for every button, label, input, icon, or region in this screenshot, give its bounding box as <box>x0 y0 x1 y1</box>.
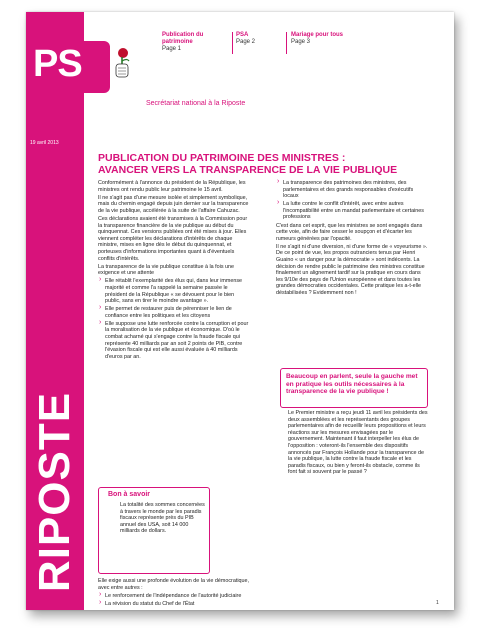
bullet-item: › Elle suppose une lutte renforcée contre la corruption et pour la moralisation de la vie publique et économique. D'où le combat acharné qui s'engage contre la fraude fiscale qui représente 40 milliards par an soit 2 points de PIB, contre l'évasion fiscale qui est elle aussi évaluée à 40 milliards d'euros par an. <box>98 321 250 361</box>
issue-date: 19 avril 2013 <box>30 140 59 146</box>
paragraph: Le Premier ministre a reçu jeudi 11 avril les présidents des deux assemblées et les représentants des groupes parlementaires afin de recueillir leurs propositions et leurs réactions sur les mesures envisagées par le gouvernement. Maintenant il faut interpeller les élus de l'opposition : voteront-ils l'ensemble des dispositifs annoncés par François Hollande pour la transparence de la vie publique, la lutte contre la fraude fiscale et les paradis fiscaux, ou bien y feront-ils obstacle, comme ils font fait si souvent par le passé ? <box>288 410 428 476</box>
ps-logo <box>26 41 84 93</box>
paragraph: Ces déclarations avaient été transmises à la Commission pour la transparence financière de la vie publique au début du quinquennat. Ces versions publiées ont été mises à jour. Elles viennent compléter les déclarations d'intérêts de chaque ministre, mises en ligne dès le début du quinquennat, et porteuses d'informations importantes quant à d'éventuels conflits d'intérêts. <box>98 215 248 262</box>
paragraph: Il ne s'agit pas d'une mesure isolée et simplement symbolique, mais du chemin engagé depuis juin dernier sur la transparence de la vie publique, accélérée à la suite de l'affaire Cahuzac. <box>98 194 249 214</box>
nav-item-mariage[interactable] <box>291 32 371 46</box>
bullet-item: › Elle rétablit l'exemplarité des élus qui, dans leur immense majorité et comme l'a rappelé la semaine passée le président de la République « se dévouent pour le bien public, sans en tirer le moindre avantage ». <box>98 278 250 304</box>
bullet-item: › Le renforcement de l'indépendance de l'autorité judiciaire <box>98 593 250 600</box>
article-title: PUBLICATION DU PATRIMOINE DES MINISTRES : AVANCER VERS LA TRANSPARENCE DE LA VIE PUBLIQUE <box>98 152 398 176</box>
bullet-item: › La lutte contre le conflit d'intérêt, avec entre autres l'incompatibilité entre un mandat parlementaire et certaines professions <box>276 201 428 221</box>
nav-divider <box>286 32 287 54</box>
nav-page: Page 1 <box>162 46 182 52</box>
nav-item-psa[interactable] <box>236 32 286 46</box>
nav-title: Mariage pour tous <box>291 32 344 38</box>
bullet-item: › Elle permet de restaurer puis de pérenniser le lien de confiance entre les politiques et les citoyens <box>98 306 250 319</box>
highlight-box-title: Beaucoup en parlent, seule la gauche met en pratique les outils nécessaires à la transparence de la vie publique ! <box>286 373 418 396</box>
nav-title: Publication du patrimoine <box>162 32 204 45</box>
publication-name: RIPOSTE <box>30 391 79 593</box>
bullet-item: › La révision du statut du Chef de l'État <box>98 601 250 608</box>
article-column-right-lower <box>288 410 428 477</box>
article-column-left <box>98 180 250 362</box>
info-box-title: Bon à savoir <box>108 491 151 498</box>
paragraph: Il ne s'agit ni d'une diversion, ni d'une forme de « voyeurisme ». De ce point de vue, les propos outranciers tenus par Henri Guaino « un danger pour la démocratie » sont indécents. La décision de rendre public le patrimoine des ministres constitue finalement un alignement tardif sur la pratique en cours dans les 9/10e des pays de l'Union européenne et dans toutes les grandes démocraties occidentales. Cette pratique les a-t-elle déstabilisées ? Evidemment non ! <box>276 243 428 296</box>
logo-text: PS <box>33 43 82 85</box>
fist-and-rose-icon <box>108 47 134 83</box>
paragraph: Elle exige aussi une profonde évolution de la vie démocratique, avec entre autres : <box>98 578 250 591</box>
nav-divider <box>232 32 233 54</box>
newsletter-page <box>26 12 454 610</box>
bullet-item: › La transparence des patrimoines des ministres, des parlementaires et des grands responsables d'exécutifs locaux <box>276 180 428 200</box>
page-number: 1 <box>436 600 439 606</box>
article-column-right <box>276 180 428 298</box>
sidebar <box>26 12 84 610</box>
secretariat-label: Secrétariat national à la Riposte <box>146 100 246 107</box>
nav-page: Page 2 <box>236 39 256 45</box>
nav-title: PSA <box>236 32 249 38</box>
paragraph: C'est dans cet esprit, que les ministres se sont engagés dans cette voie, afin de faire cesser le soupçon et d'écarter les rumeurs générées par l'opacité. <box>276 222 423 242</box>
nav-page: Page 3 <box>291 39 311 45</box>
paragraph: La transparence de la vie publique constitue à la fois une exigence et une attente <box>98 263 235 277</box>
article-column-bottom <box>98 578 250 609</box>
paragraph: Conformément à l'annonce du président de la République, les ministres ont rendu public leur patrimoine le 15 avril. <box>98 180 246 193</box>
info-box-text: La totalité des sommes concernées à travers le monde par les paradis fiscaux représente près du PIB annuel des USA, soit 14 000 milliards de dollars. <box>120 502 205 535</box>
nav-item-patrimoine[interactable] <box>162 32 218 53</box>
